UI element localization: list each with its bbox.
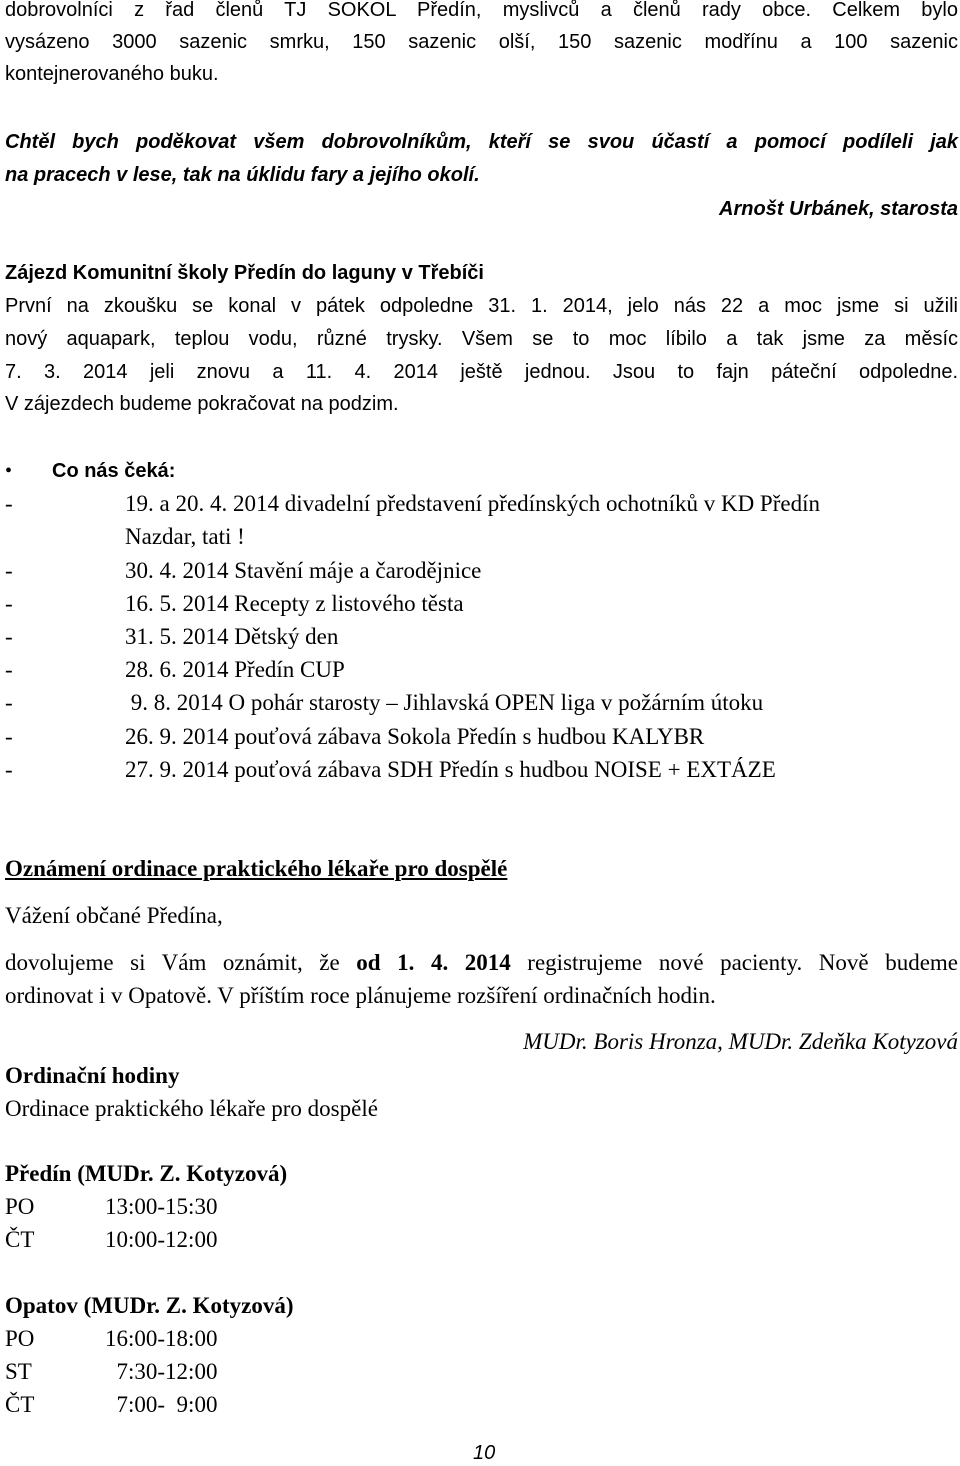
hours-subtitle: Ordinace praktického lékaře pro dospělé (5, 1096, 378, 1121)
announcement-body-line-1: dovolujeme si Vám oznámit, že od 1. 4. 2014 registrujeme nové pacienty. Nově budeme (5, 950, 958, 975)
announcement-title: Oznámení ordinace praktického lékaře pro dospělé (5, 856, 508, 881)
trip-line-3: 7. 3. 2014 jeli znovu a 11. 4. 2014 ještě jednou. Jsou to fajn páteční odpoledne. (5, 361, 958, 383)
announcement-body-line-2: ordinovat i v Opatově. V příštím roce plánujeme rozšíření ordinačních hodin. (5, 983, 716, 1008)
page-number: 10 (473, 1442, 496, 1464)
hours-title: Ordinační hodiny (5, 1063, 180, 1088)
document-page: dobrovolníci z řad členů TJ SOKOL Předín, myslivců a členů rady obce. Celkem bylo vysázeno 3000 sazenic smrku, 150 sazenic olší, 150 sazenic modřínu a 100 sazenic kontejnerovaného buku. Chtěl bych poděkovat všem dobrovolníkům, kteří se svou účastí a pomocí podíleli jak na pracech v lese, tak na úklidu fary a jejího okolí. Arnošt Urbánek, starosta Zájezd Komunitní školy Předín do laguny v Třebíči První na zkoušku se konal v pátek odpoledne 31. 1. 2014, jelo nás 22 a moc jsme si užili nový aquapark, teplou vodu, různé trysky. Všem se to moc líbilo a tak jsme za měsíc 7. 3. 2014 jeli znovu a 11. 4. 2014 ještě jednou. Jsou to fajn páteční odpoledne. V zájezdech budeme pokračovat na podzim. • Co nás čeká: - 19. a 20. 4. 2014 divadelní představení předínských ochotníků v KD Předín Nazdar, tati ! - 30. 4. 2014 Stavění máje a čarodějnice - 16. 5. 2014 Recepty z listového těsta - 31. 5. 2014 Dětský den - 28. 6. 2014 Předín CUP - 9. 8. 2014 O pohár starosty – Jihlavská OPEN liga v požárním útoku - 26. 9. 2014 pouťová zábava Sokola Předín s hudbou KALYBR - 27. 9. 2014 pouťová zábava SDH Předín s hudbou NOISE + EXTÁZE Oznámení ordinace praktického lékaře pro dospělé Vážení občané Předína, dovolujeme si Vám oznámit, že od 1. 4. 2014 registrujeme nové pacienty. Nově budeme ordinovat i v Opatově. V příštím roce plánujeme rozšíření ordinačních hodin. MUDr. Boris Hronza, MUDr. Zdeňka Kotyzová Ordinační hodiny Ordinace praktického lékaře pro dospělé Předín (MUDr. Z. Kotyzová) PO 13:00-15:30 ČT 10:00-12:00 Opatov (MUDr. Z. Kotyzová) PO 16:00-18:00 ST 7:30-12:00 ČT 7:00- 9:00 10 (5, 0, 958, 1466)
intro-line-1: dobrovolníci z řad členů TJ SOKOL Předín, myslivců a členů rady obce. Celkem bylo (5, 0, 958, 21)
intro-line-3: kontejnerovaného buku. (5, 63, 219, 85)
trip-title: Zájezd Komunitní školy Předín do laguny v Třebíči (5, 262, 484, 284)
predin-heading: Předín (MUDr. Z. Kotyzová) (5, 1161, 288, 1186)
trip-line-2: nový aquapark, teplou vodu, různé trysky. Všem se to moc líbilo a tak jsme za měsíc (5, 328, 958, 350)
bullet-icon: • (5, 460, 13, 482)
thanks-line-1: Chtěl bych poděkovat všem dobrovolníkům, kteří se svou účastí a pomocí podíleli jak (5, 131, 958, 153)
events-heading: Co nás čeká: (52, 460, 176, 482)
announcement-greeting: Vážení občané Předína, (5, 903, 223, 928)
thanks-line-2: na pracech v lese, tak na úklidu fary a jejího okolí. (5, 164, 480, 186)
announcement-signature: MUDr. Boris Hronza, MUDr. Zdeňka Kotyzová (523, 1029, 958, 1054)
opatov-heading: Opatov (MUDr. Z. Kotyzová) (5, 1293, 294, 1318)
thanks-signature: Arnošt Urbánek, starosta (719, 198, 958, 220)
trip-line-4: V zájezdech budeme pokračovat na podzim. (5, 393, 399, 415)
intro-line-2: vysázeno 3000 sazenic smrku, 150 sazenic olší, 150 sazenic modřínu a 100 sazenic (5, 31, 958, 53)
trip-line-1: První na zkoušku se konal v pátek odpoledne 31. 1. 2014, jelo nás 22 a moc jsme si užili (5, 295, 958, 317)
